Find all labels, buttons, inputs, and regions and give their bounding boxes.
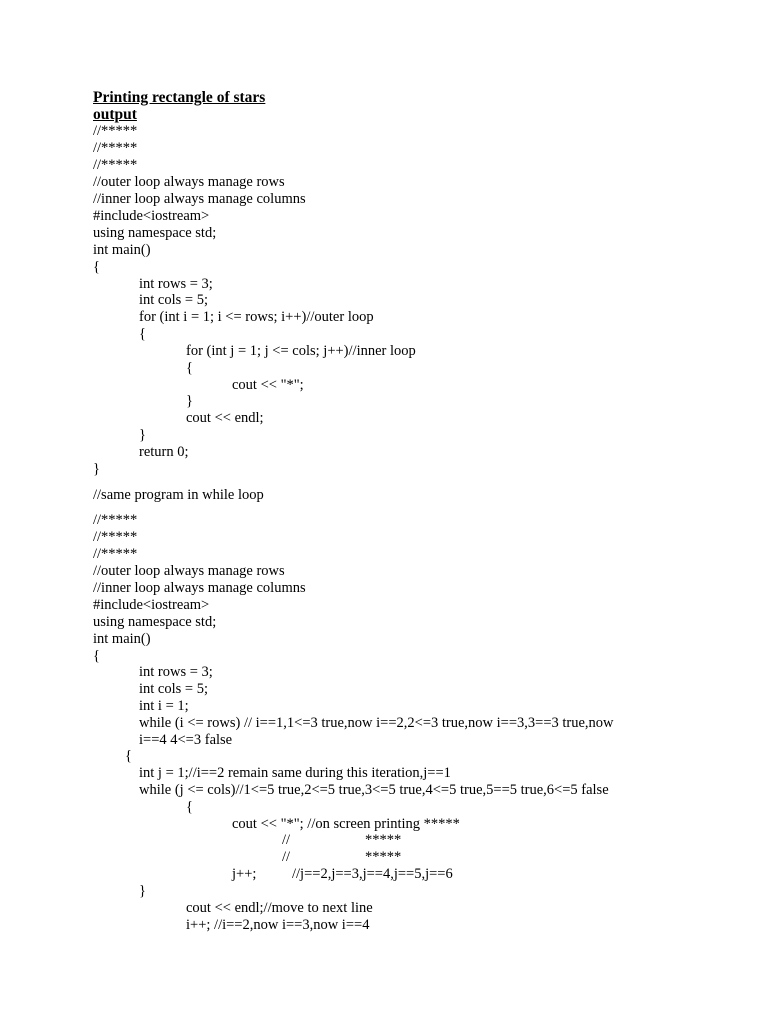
code-line: //***** [93, 140, 138, 156]
code-line: int i = 1; [139, 698, 189, 714]
code-line: int main() [93, 631, 151, 647]
code-line: j++; [232, 866, 257, 882]
code-line: //outer loop always manage rows [93, 174, 285, 190]
code-line: #include<iostream> [93, 208, 210, 224]
code-line: while (i <= rows) // i==1,1<=3 true,now i==2,2<=3 true,now i==3,3==3 true,now [139, 715, 614, 731]
code-line: i++; //i==2,now i==3,now i==4 [186, 917, 370, 933]
code-line: // [282, 832, 291, 848]
code-line: } [186, 393, 193, 409]
code-line: cout << "*"; //on screen printing ***** [232, 816, 460, 832]
code-line: cout << "*"; [232, 377, 304, 393]
code-line: cout << endl;//move to next line [186, 900, 373, 916]
code-line: { [125, 748, 132, 764]
code-line: //***** [93, 123, 138, 139]
code-line: int cols = 5; [139, 292, 208, 308]
code-line: { [93, 259, 100, 275]
code-line: for (int j = 1; j <= cols; j++)//inner loop [186, 343, 416, 359]
code-line: } [139, 427, 146, 443]
code-line: cout << endl; [186, 410, 264, 426]
code-line: int main() [93, 242, 151, 258]
code-line: // [282, 849, 291, 865]
code-line: return 0; [139, 444, 189, 460]
code-line: using namespace std; [93, 225, 217, 241]
code-line: //***** [93, 546, 138, 562]
code-line: //***** [93, 529, 138, 545]
code-line: { [186, 799, 193, 815]
code-line: #include<iostream> [93, 597, 210, 613]
code-line: //inner loop always manage columns [93, 580, 306, 596]
code-line: while (j <= cols)//1<=5 true,2<=5 true,3<=5 true,4<=5 true,5==5 true,6<=5 false [139, 782, 609, 798]
document-subheading: output [93, 106, 137, 123]
code-line: ***** [365, 849, 402, 865]
code-line: //outer loop always manage rows [93, 563, 285, 579]
code-line: } [139, 883, 146, 899]
code-line: int cols = 5; [139, 681, 208, 697]
code-line: //j==2,j==3,j==4,j==5,j==6 [292, 866, 453, 882]
code-line: int rows = 3; [139, 664, 213, 680]
code-line: for (int i = 1; i <= rows; i++)//outer loop [139, 309, 374, 325]
document-heading: Printing rectangle of stars [93, 89, 266, 106]
code-line: //***** [93, 157, 138, 173]
code-line: { [93, 648, 100, 664]
code-line: //inner loop always manage columns [93, 191, 306, 207]
code-line: int j = 1;//i==2 remain same during this iteration,j==1 [139, 765, 451, 781]
code-line: { [186, 360, 193, 376]
code-line: i==4 4<=3 false [139, 732, 233, 748]
code-line: } [93, 461, 100, 477]
code-line: //***** [93, 512, 138, 528]
code-line: //same program in while loop [93, 487, 264, 503]
code-line: using namespace std; [93, 614, 217, 630]
code-line: ***** [365, 832, 402, 848]
code-line: int rows = 3; [139, 276, 213, 292]
code-line: { [139, 326, 146, 342]
